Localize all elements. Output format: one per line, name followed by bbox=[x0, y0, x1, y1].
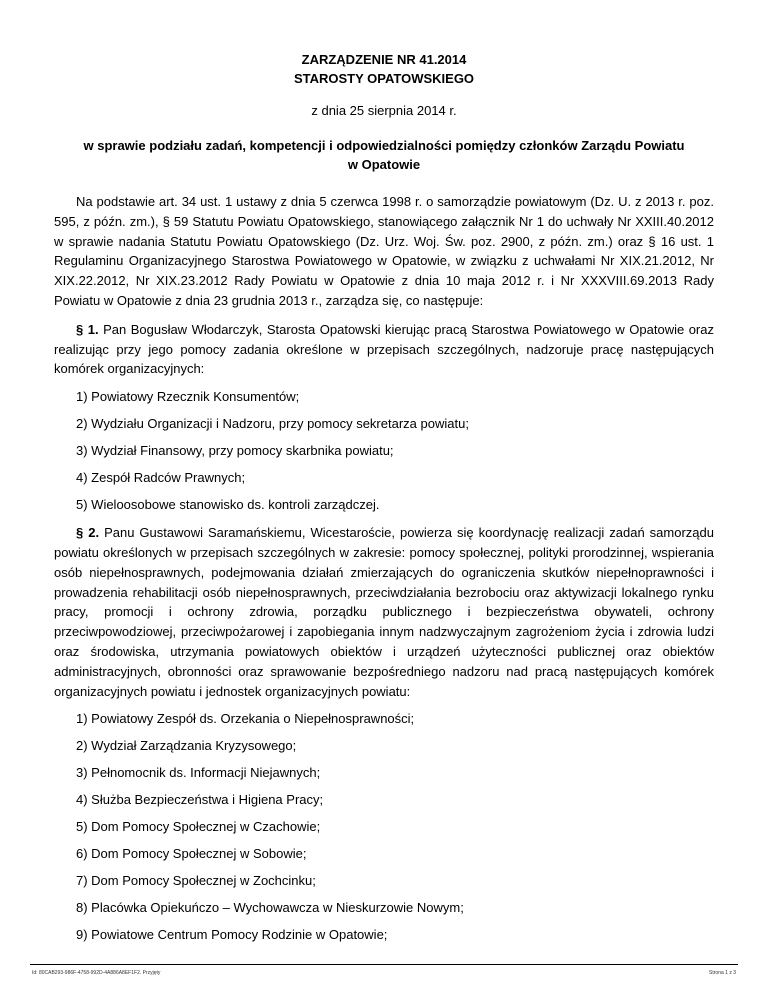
subject-line-1: w sprawie podziału zadań, kompetencji i odpowiedzialności pomiędzy członków Zarządu Powiatu bbox=[83, 138, 685, 153]
section-1-text: Pan Bogusław Włodarczyk, Starosta Opatowski kierując pracą Starostwa Powiatowego w Opatowie oraz realizując przy jego pomocy zadania określone w przepisach szczególnych, nadzoruje pracę następujących komórek organizacyjnych: bbox=[54, 321, 714, 377]
document-title bbox=[54, 50, 714, 88]
list-item: 4) Służba Bezpieczeństwa i Higiena Pracy; bbox=[76, 792, 324, 808]
section-1-list bbox=[54, 388, 714, 514]
list-item: 9) Powiatowe Centrum Pomocy Rodzinie w Opatowie; bbox=[76, 927, 388, 943]
list-item: 1) Powiatowy Rzecznik Konsumentów; bbox=[76, 389, 300, 405]
list-item: 8) Placówka Opiekuńczo – Wychowawcza w Nieskurzowie Nowym; bbox=[76, 900, 464, 916]
section-1-paragraph bbox=[54, 320, 714, 379]
section-2-text: Panu Gustawowi Saramańskiemu, Wicestaroście, powierza się koordynację realizacji zadań samorządu powiatu określonych w przepisach szczególnych w zakresie: pomocy społecznej, polityki prorodzinnej, wspierania osób niepełnosprawnych, podejmowania działań zmierzających do ograniczenia skutków niepełnoprawności i prowadzenia rehabilitacji osób niepełnosprawnych, przeciwdziałania bezrobociu oraz aktywizacji lokalnego rynku pracy, promocji i ochrony zdrowia, porządku publicznego i bezpieczeństwa obywateli, ochrony przeciwpowodziowej, przeciwpożarowej i zapobiegania innym nadzwyczajnym zagrożeniom życia i zdrowia ludzi oraz środowiska, utrzymania powiatowych obiektów i urządzeń użyteczności publicznej oraz obiektów administracyjnych, obronności oraz sprawowanie bezpośredniego nadzoru nad pracą następujących komórek organizacyjnych powiatu i jednostek organizacyjnych powiatu: bbox=[54, 525, 714, 699]
list-item: 4) Zespół Radców Prawnych; bbox=[76, 470, 246, 486]
footer-divider bbox=[30, 964, 738, 965]
section-2-number: § 2. bbox=[76, 525, 100, 541]
intro-paragraph: Na podstawie art. 34 ust. 1 ustawy z dnia 5 czerwca 1998 r. o samorządzie powiatowym (Dz. U. z 2013 r. poz. 595, z późn. zm.), § 59 Statutu Powiatu Opatowskiego, stanowiącego załącznik Nr 1 do uchwały Nr XXIII.40.2012 w sprawie nadania Statutu Powiatu Opatowskiego (Dz. Urz. Woj. Św. poz. 2900, z późn. zm.) oraz § 16 ust. 1 Regulaminu Organizacyjnego Starostwa Powiatowego w Opatowie, w związku z uchwałami Nr XIX.21.2012, Nr XIX.22.2012, Nr XIX.23.2012 Rady Powiatu w Opatowie z dnia 10 maja 2012 r. i Nr XXXVIII.69.2013 Rady Powiatu w Opatowie z dnia 23 grudnia 2013 r., zarządza się, co następuje: bbox=[54, 194, 714, 308]
document-page bbox=[54, 0, 714, 944]
document-subject bbox=[54, 136, 714, 174]
list-item: 7) Dom Pomocy Społecznej w Zochcinku; bbox=[76, 873, 316, 889]
footer-document-id: Id: 80CAB293-986F-4758-992D-4A886A8EF1F2. Przyjęty bbox=[32, 970, 161, 976]
list-item: 5) Wieloosobowe stanowisko ds. kontroli zarządczej. bbox=[76, 497, 380, 513]
list-item: 1) Powiatowy Zespół ds. Orzekania o Niepełnosprawności; bbox=[76, 711, 415, 727]
footer-page-number: Strona 1 z 3 bbox=[709, 970, 736, 976]
list-item: 3) Pełnomocnik ds. Informacji Niejawnych; bbox=[76, 765, 321, 781]
list-item: 5) Dom Pomocy Społecznej w Czachowie; bbox=[76, 819, 321, 835]
title-line-1: ZARZĄDZENIE NR 41.2014 bbox=[301, 52, 467, 67]
section-1-number: § 1. bbox=[76, 321, 99, 337]
subject-line-2: w Opatowie bbox=[347, 157, 421, 172]
document-date: z dnia 25 sierpnia 2014 r. bbox=[311, 103, 457, 118]
section-2-list bbox=[54, 710, 714, 944]
list-item: 3) Wydział Finansowy, przy pomocy skarbnika powiatu; bbox=[76, 443, 394, 459]
title-line-2: STAROSTY OPATOWSKIEGO bbox=[293, 71, 475, 86]
list-item: 2) Wydziału Organizacji i Nadzoru, przy pomocy sekretarza powiatu; bbox=[76, 416, 469, 432]
list-item: 2) Wydział Zarządzania Kryzysowego; bbox=[76, 738, 297, 754]
list-item: 6) Dom Pomocy Społecznej w Sobowie; bbox=[76, 846, 307, 862]
section-2-paragraph bbox=[54, 523, 714, 701]
